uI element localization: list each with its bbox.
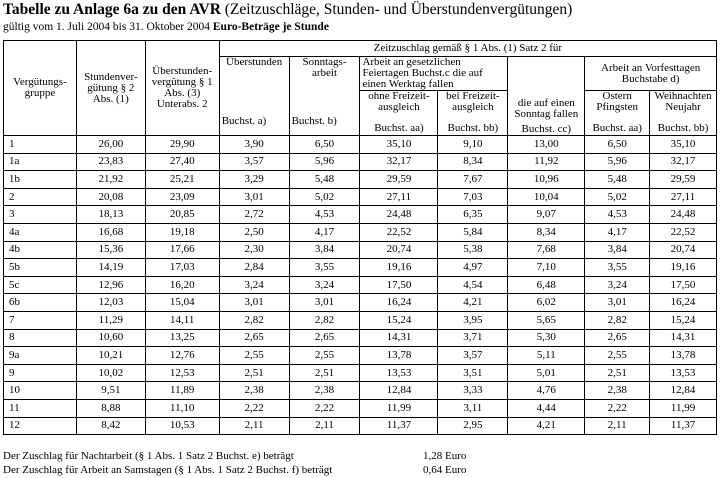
row-value-cell: 4,44 [508, 399, 585, 417]
row-value-cell: 2,38 [585, 382, 650, 400]
row-value-cell: 7,10 [508, 259, 585, 277]
row-value-cell: 7,68 [508, 241, 585, 259]
row-value-cell: 11,37 [360, 417, 438, 435]
row-value-cell: 3,24 [289, 276, 360, 294]
row-value-cell: 5,96 [289, 153, 360, 171]
header-bei-freizeit-buchst: Buchst. bb) [447, 122, 499, 134]
header-ueberstundenverguetung: Überstunden-vergütung § 1 Abs. (3) Unterabs. 2 [145, 41, 219, 136]
row-value-cell: 3,01 [585, 294, 650, 312]
row-value-cell: 10,04 [508, 188, 585, 206]
row-value-cell: 26,00 [76, 136, 145, 154]
row-value-cell: 4,17 [585, 223, 650, 241]
row-value-cell: 5,01 [508, 364, 585, 382]
row-value-cell: 25,21 [145, 171, 219, 189]
title-normal: (Zeitzuschläge, Stunden- und Überstundenvergütungen) [220, 1, 573, 18]
row-value-cell: 3,55 [585, 259, 650, 277]
row-group-cell: 9a [4, 347, 77, 365]
row-value-cell: 6,50 [289, 136, 360, 154]
row-value-cell: 5,48 [585, 171, 650, 189]
row-value-cell: 9,51 [76, 382, 145, 400]
header-ostern-buchst: Buchst. aa) [592, 122, 642, 134]
row-value-cell: 24,48 [360, 206, 438, 224]
row-value-cell: 2,51 [219, 364, 289, 382]
row-value-cell: 4,54 [438, 276, 508, 294]
row-value-cell: 8,42 [76, 417, 145, 435]
row-value-cell: 12,84 [650, 382, 717, 400]
header-vorfest-group: Arbeit an Vorfesttagen Buchstabe d) [585, 57, 717, 91]
row-value-cell: 2,38 [219, 382, 289, 400]
row-value-cell: 4,97 [438, 259, 508, 277]
row-value-cell: 13,53 [360, 364, 438, 382]
row-value-cell: 2,82 [585, 311, 650, 329]
note-nachtarbeit [3, 449, 466, 463]
table-body [4, 136, 717, 435]
row-value-cell: 15,04 [145, 294, 219, 312]
row-value-cell: 29,59 [360, 171, 438, 189]
row-value-cell: 16,24 [650, 294, 717, 312]
row-group-cell: 7 [4, 311, 77, 329]
table-row [4, 223, 717, 241]
row-value-cell: 4,21 [508, 417, 585, 435]
row-value-cell: 14,31 [650, 329, 717, 347]
row-group-cell: 4a [4, 223, 77, 241]
row-value-cell: 13,25 [145, 329, 219, 347]
row-value-cell: 2,84 [219, 259, 289, 277]
header-bei-freizeit [438, 91, 508, 136]
row-value-cell: 10,21 [76, 347, 145, 365]
page-title [3, 1, 572, 19]
table-row [4, 188, 717, 206]
row-value-cell: 2,82 [219, 311, 289, 329]
row-value-cell: 3,01 [289, 294, 360, 312]
row-value-cell: 3,01 [219, 188, 289, 206]
row-value-cell: 16,20 [145, 276, 219, 294]
footnotes [3, 449, 466, 477]
row-value-cell: 2,22 [219, 399, 289, 417]
row-value-cell: 15,24 [360, 311, 438, 329]
table-row [4, 417, 717, 435]
row-value-cell: 3,24 [219, 276, 289, 294]
row-value-cell: 2,51 [585, 364, 650, 382]
row-value-cell: 2,51 [289, 364, 360, 382]
note-nachtarbeit-value: 1,28 Euro [423, 450, 467, 462]
row-value-cell: 14,31 [360, 329, 438, 347]
header-sonntag-fallen [508, 57, 585, 136]
row-value-cell: 6,02 [508, 294, 585, 312]
note-nachtarbeit-text: Der Zuschlag für Nachtarbeit (§ 1 Abs. 1 Satz 2 Buchst. e) beträgt [3, 450, 294, 462]
row-value-cell: 11,29 [76, 311, 145, 329]
row-value-cell: 3,11 [438, 399, 508, 417]
table-row [4, 329, 717, 347]
table-row [4, 171, 717, 189]
row-value-cell: 5,84 [438, 223, 508, 241]
row-value-cell: 20,74 [650, 241, 717, 259]
row-value-cell: 18,13 [76, 206, 145, 224]
subtitle-normal: gültig vom 1. Juli 2004 bis 31. Oktober 2004 [3, 21, 213, 33]
row-value-cell: 27,11 [360, 188, 438, 206]
table-row [4, 153, 717, 171]
header-bei-freizeit-label: bei Freizeit-ausgleich [446, 90, 500, 113]
row-value-cell: 2,50 [219, 223, 289, 241]
table-row [4, 136, 717, 154]
row-value-cell: 35,10 [360, 136, 438, 154]
row-value-cell: 20,85 [145, 206, 219, 224]
table-row [4, 259, 717, 277]
row-value-cell: 14,19 [76, 259, 145, 277]
header-feiertag-group: Arbeit an gesetzlichen Feiertagen Buchst.c die auf einen Werktag fallen [360, 57, 508, 91]
header-sonntag-fallen-buchst: Buchst. cc) [521, 123, 572, 135]
row-value-cell: 2,11 [219, 417, 289, 435]
row-value-cell: 2,65 [289, 329, 360, 347]
row-group-cell: 4b [4, 241, 77, 259]
row-value-cell: 2,65 [585, 329, 650, 347]
row-value-cell: 17,50 [360, 276, 438, 294]
row-value-cell: 35,10 [650, 136, 717, 154]
header-ueberstunden-buchst: Buchst. a) [221, 115, 267, 127]
header-weihnachten-buchst: Buchst. bb) [657, 122, 709, 134]
table-row [4, 399, 717, 417]
row-value-cell: 17,66 [145, 241, 219, 259]
header-ueberstunden [219, 57, 289, 136]
row-value-cell: 3,90 [219, 136, 289, 154]
row-value-cell: 3,95 [438, 311, 508, 329]
row-group-cell: 12 [4, 417, 77, 435]
row-value-cell: 4,21 [438, 294, 508, 312]
row-value-cell: 2,55 [289, 347, 360, 365]
header-stundenverguetung: Stundenver-gütung § 2 Abs. (1) [76, 41, 145, 136]
row-value-cell: 7,67 [438, 171, 508, 189]
row-value-cell: 27,11 [650, 188, 717, 206]
row-value-cell: 12,53 [145, 364, 219, 382]
row-value-cell: 13,00 [508, 136, 585, 154]
row-value-cell: 12,03 [76, 294, 145, 312]
row-value-cell: 13,78 [650, 347, 717, 365]
row-value-cell: 2,55 [585, 347, 650, 365]
row-value-cell: 2,22 [289, 399, 360, 417]
row-group-cell: 1b [4, 171, 77, 189]
row-value-cell: 22,52 [360, 223, 438, 241]
row-value-cell: 3,24 [585, 276, 650, 294]
row-value-cell: 2,22 [585, 399, 650, 417]
title-bold: Tabelle zu Anlage 6a zu den AVR [3, 1, 221, 18]
row-value-cell: 3,84 [585, 241, 650, 259]
row-value-cell: 4,17 [289, 223, 360, 241]
note-samstag-text: Der Zuschlag für Arbeit an Samstagen (§ 1 Abs. 1 Satz 2 Buchst. f) beträgt [3, 464, 333, 476]
row-value-cell: 2,11 [289, 417, 360, 435]
row-value-cell: 19,18 [145, 223, 219, 241]
row-value-cell: 5,65 [508, 311, 585, 329]
row-value-cell: 22,52 [650, 223, 717, 241]
row-value-cell: 9,07 [508, 206, 585, 224]
page-subtitle [3, 21, 329, 33]
row-value-cell: 5,02 [585, 188, 650, 206]
table-row [4, 276, 717, 294]
row-value-cell: 11,89 [145, 382, 219, 400]
row-group-cell: 5c [4, 276, 77, 294]
table-row [4, 311, 717, 329]
row-value-cell: 15,24 [650, 311, 717, 329]
header-ohne-freizeit-buchst: Buchst. aa) [374, 122, 424, 134]
row-group-cell: 11 [4, 399, 77, 417]
row-value-cell: 2,95 [438, 417, 508, 435]
row-value-cell: 3,33 [438, 382, 508, 400]
table-row [4, 294, 717, 312]
row-value-cell: 13,53 [650, 364, 717, 382]
row-value-cell: 4,53 [289, 206, 360, 224]
row-value-cell: 32,17 [360, 153, 438, 171]
row-value-cell: 2,82 [289, 311, 360, 329]
table-row [4, 382, 717, 400]
header-ostern-label: Ostern Pfingsten [596, 90, 638, 113]
row-value-cell: 3,29 [219, 171, 289, 189]
row-value-cell: 6,50 [585, 136, 650, 154]
header-ohne-freizeit-label: ohne Freizeit-ausgleich [368, 90, 430, 113]
header-sonntag-fallen-label: die auf einen Sonntag fallen [514, 97, 579, 120]
row-value-cell: 12,84 [360, 382, 438, 400]
row-value-cell: 8,34 [508, 223, 585, 241]
header-zeitzuschlag: Zeitzuschlag gemäß § 1 Abs. (1) Satz 2 für [219, 41, 716, 57]
header-sonntagsarbeit-buchst: Buchst. b) [291, 115, 337, 127]
row-value-cell: 10,96 [508, 171, 585, 189]
row-value-cell: 2,38 [289, 382, 360, 400]
row-value-cell: 16,24 [360, 294, 438, 312]
row-value-cell: 29,59 [650, 171, 717, 189]
row-value-cell: 11,99 [650, 399, 717, 417]
row-value-cell: 3,51 [438, 364, 508, 382]
row-value-cell: 8,88 [76, 399, 145, 417]
row-value-cell: 15,36 [76, 241, 145, 259]
row-value-cell: 32,17 [650, 153, 717, 171]
row-value-cell: 2,55 [219, 347, 289, 365]
rates-table [3, 40, 717, 435]
row-value-cell: 20,08 [76, 188, 145, 206]
row-value-cell: 3,55 [289, 259, 360, 277]
row-value-cell: 27,40 [145, 153, 219, 171]
row-value-cell: 4,53 [585, 206, 650, 224]
row-value-cell: 10,53 [145, 417, 219, 435]
row-value-cell: 23,09 [145, 188, 219, 206]
row-value-cell: 3,84 [289, 241, 360, 259]
row-value-cell: 24,48 [650, 206, 717, 224]
row-value-cell: 3,01 [219, 294, 289, 312]
row-value-cell: 16,68 [76, 223, 145, 241]
row-group-cell: 5b [4, 259, 77, 277]
table-row [4, 347, 717, 365]
row-value-cell: 11,37 [650, 417, 717, 435]
row-value-cell: 10,60 [76, 329, 145, 347]
row-value-cell: 29,90 [145, 136, 219, 154]
row-value-cell: 5,30 [508, 329, 585, 347]
row-value-cell: 6,48 [508, 276, 585, 294]
header-weihnachten [650, 91, 717, 136]
row-group-cell: 3 [4, 206, 77, 224]
row-value-cell: 3,57 [438, 347, 508, 365]
row-group-cell: 6b [4, 294, 77, 312]
row-group-cell: 8 [4, 329, 77, 347]
row-value-cell: 13,78 [360, 347, 438, 365]
header-verguetungsgruppe: Vergütungs-gruppe [4, 41, 77, 136]
table-header [4, 41, 717, 136]
row-value-cell: 19,16 [650, 259, 717, 277]
row-value-cell: 2,30 [219, 241, 289, 259]
table-row [4, 241, 717, 259]
row-value-cell: 17,50 [650, 276, 717, 294]
row-value-cell: 19,16 [360, 259, 438, 277]
row-value-cell: 3,71 [438, 329, 508, 347]
row-value-cell: 5,02 [289, 188, 360, 206]
row-value-cell: 20,74 [360, 241, 438, 259]
row-value-cell: 5,38 [438, 241, 508, 259]
header-ostern [585, 91, 650, 136]
row-value-cell: 8,34 [438, 153, 508, 171]
table-row [4, 364, 717, 382]
subtitle-bold: Euro-Beträge je Stunde [212, 21, 329, 33]
row-value-cell: 7,03 [438, 188, 508, 206]
row-value-cell: 5,96 [585, 153, 650, 171]
row-value-cell: 2,72 [219, 206, 289, 224]
row-value-cell: 14,11 [145, 311, 219, 329]
header-ueberstunden-label: Überstunden [226, 56, 283, 68]
note-samstag [3, 463, 466, 477]
row-value-cell: 9,10 [438, 136, 508, 154]
row-group-cell: 9 [4, 364, 77, 382]
row-value-cell: 17,03 [145, 259, 219, 277]
header-sonntagsarbeit [289, 57, 360, 136]
header-weihnachten-label: Weihnachten Neujahr [654, 90, 712, 113]
row-value-cell: 12,96 [76, 276, 145, 294]
row-value-cell: 12,76 [145, 347, 219, 365]
row-value-cell: 4,76 [508, 382, 585, 400]
row-value-cell: 11,10 [145, 399, 219, 417]
note-samstag-value: 0,64 Euro [423, 464, 467, 476]
row-group-cell: 1 [4, 136, 77, 154]
row-value-cell: 11,92 [508, 153, 585, 171]
header-sonntagsarbeit-label: Sonntags-arbeit [302, 56, 347, 79]
row-value-cell: 23,83 [76, 153, 145, 171]
row-value-cell: 21,92 [76, 171, 145, 189]
row-value-cell: 3,57 [219, 153, 289, 171]
row-value-cell: 5,48 [289, 171, 360, 189]
row-value-cell: 11,99 [360, 399, 438, 417]
row-group-cell: 1a [4, 153, 77, 171]
row-group-cell: 2 [4, 188, 77, 206]
header-ohne-freizeit [360, 91, 438, 136]
row-value-cell: 2,65 [219, 329, 289, 347]
table-row [4, 206, 717, 224]
row-value-cell: 10,02 [76, 364, 145, 382]
row-value-cell: 2,11 [585, 417, 650, 435]
row-group-cell: 10 [4, 382, 77, 400]
row-value-cell: 6,35 [438, 206, 508, 224]
row-value-cell: 5,11 [508, 347, 585, 365]
